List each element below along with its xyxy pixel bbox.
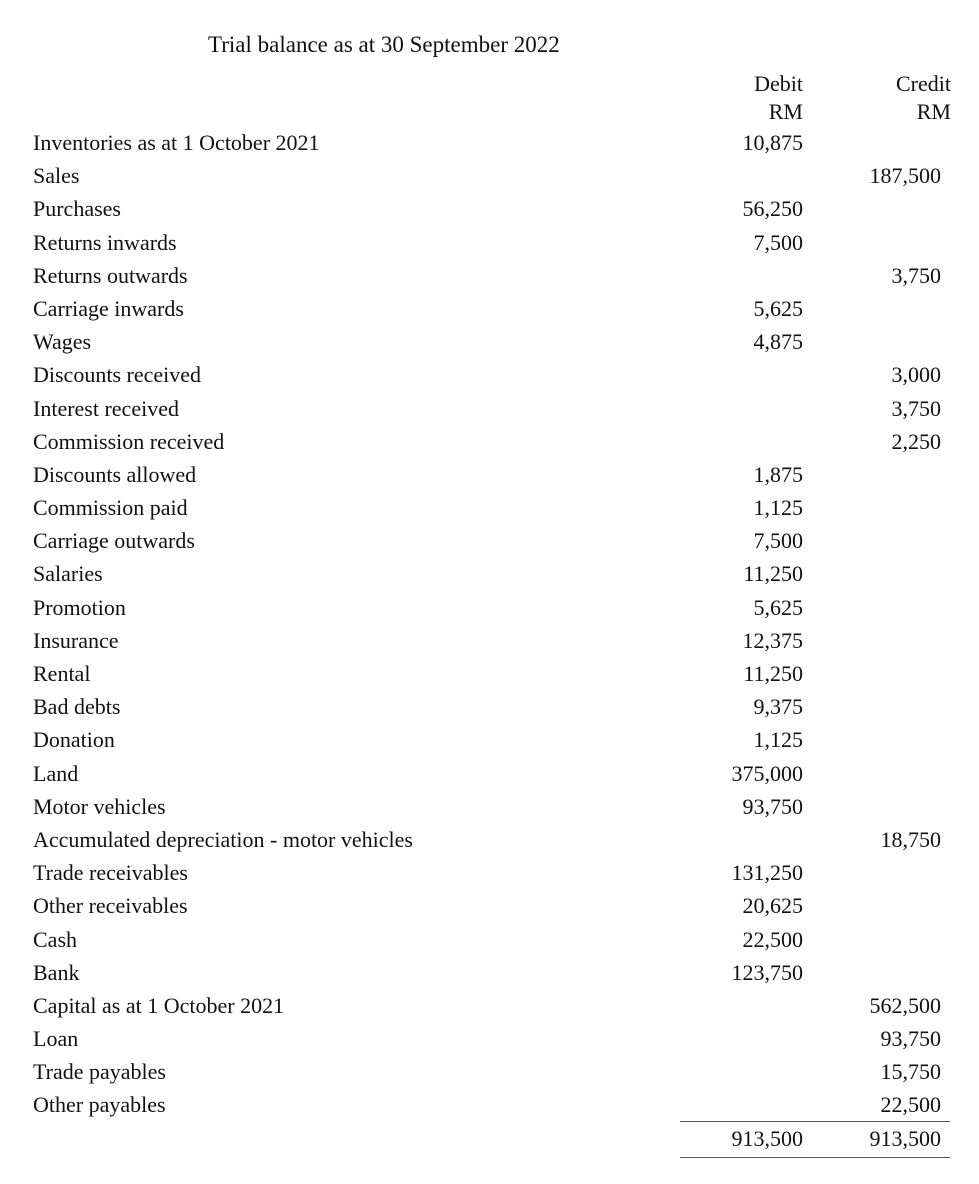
account-name: Other receivables [33,893,188,919]
credit-amount: 15,750 [880,1059,941,1085]
table-row [0,292,979,325]
table-row [0,159,979,192]
debit-amount: 9,375 [753,694,803,720]
account-name: Motor vehicles [33,793,166,819]
debit-column-header [640,70,803,126]
credit-amount: 93,750 [880,1026,941,1052]
account-name: Commission received [33,428,225,454]
table-row [0,823,979,856]
account-name: Sales [33,163,80,189]
account-name: Commission paid [33,495,188,521]
debit-amount: 7,500 [753,229,803,255]
debit-amount: 11,250 [743,661,803,686]
table-row [0,856,979,889]
account-name: Rental [33,661,91,686]
table-row [0,126,979,159]
debit-header-label: Debit [754,71,803,96]
table-row [0,790,979,823]
credit-amount: 562,500 [869,992,941,1018]
account-name: Returns outwards [33,262,188,288]
account-name: Interest received [33,395,179,421]
credit-amount: 187,500 [869,163,941,189]
document-title: Trial balance as at 30 September 2022 [208,32,560,57]
debit-amount: 20,625 [742,893,803,919]
table-row [0,325,979,358]
account-name: Donation [33,727,115,753]
table-row [0,524,979,557]
table-row [0,1088,979,1121]
account-name: Salaries [33,561,103,587]
debit-amount: 123,750 [731,959,803,985]
debit-header-unit: RM [768,99,803,124]
credit-amount: 3,000 [891,362,941,388]
table-row [0,557,979,590]
table-row [0,923,979,956]
table-row [0,657,979,690]
account-name: Capital as at 1 October 2021 [33,992,285,1018]
credit-total: 913,500 [869,1126,941,1151]
table-row [0,1055,979,1088]
credit-amount: 3,750 [891,262,941,288]
credit-column-header [800,70,951,126]
table-row [0,1022,979,1055]
table-row [0,259,979,292]
credit-amount: 2,250 [891,428,941,454]
account-name: Cash [33,926,77,952]
credit-amount: 18,750 [880,826,941,852]
table-row [0,757,979,790]
debit-amount: 4,875 [753,329,803,355]
account-name: Promotion [33,594,126,620]
table-row [0,989,979,1022]
debit-amount: 7,500 [753,528,803,554]
debit-total: 913,500 [731,1126,803,1151]
account-name: Wages [33,329,92,355]
table-row [0,723,979,756]
account-name: Accumulated depreciation - motor vehicles [33,826,413,852]
debit-amount: 131,250 [731,860,803,886]
table-row [0,458,979,491]
table-row [0,690,979,723]
account-name: Other payables [33,1092,166,1118]
credit-header-label: Credit [896,71,951,96]
account-name: Bad debts [33,694,121,720]
debit-amount: 5,625 [753,295,803,321]
table-row [0,956,979,989]
totals-row [0,1122,979,1156]
account-name: Carriage inwards [33,295,184,321]
credit-amount: 3,750 [891,395,941,421]
table-row [0,624,979,657]
account-name: Discounts received [33,362,201,388]
debit-amount: 10,875 [742,130,803,155]
account-name: Loan [33,1026,79,1052]
account-name: Discounts allowed [33,461,197,487]
table-row [0,192,979,225]
account-name: Bank [33,959,80,985]
debit-amount: 1,125 [753,727,803,753]
table-row [0,889,979,922]
debit-amount: 12,375 [742,627,803,653]
table-row [0,491,979,524]
debit-amount: 1,875 [753,461,803,487]
debit-amount: 56,250 [742,196,803,222]
table-row [0,425,979,458]
account-name: Inventories as at 1 October 2021 [33,130,320,155]
debit-amount: 1,125 [753,495,803,521]
debit-amount: 11,250 [743,561,803,587]
table-row [0,358,979,391]
account-name: Insurance [33,627,119,653]
credit-amount: 22,500 [880,1092,941,1118]
account-name: Trade payables [33,1059,166,1085]
debit-amount: 375,000 [731,760,803,786]
totals-bottom-rule [680,1157,950,1158]
table-row [0,591,979,624]
debit-amount: 93,750 [742,793,803,819]
debit-amount: 22,500 [742,926,803,952]
table-row [0,392,979,425]
account-name: Land [33,760,79,786]
table-row [0,226,979,259]
account-name: Trade receivables [33,860,188,886]
trial-balance-rows [0,126,979,1122]
debit-amount: 5,625 [753,594,803,620]
account-name: Purchases [33,196,121,222]
credit-header-unit: RM [916,99,951,124]
account-name: Carriage outwards [33,528,195,554]
account-name: Returns inwards [33,229,177,255]
